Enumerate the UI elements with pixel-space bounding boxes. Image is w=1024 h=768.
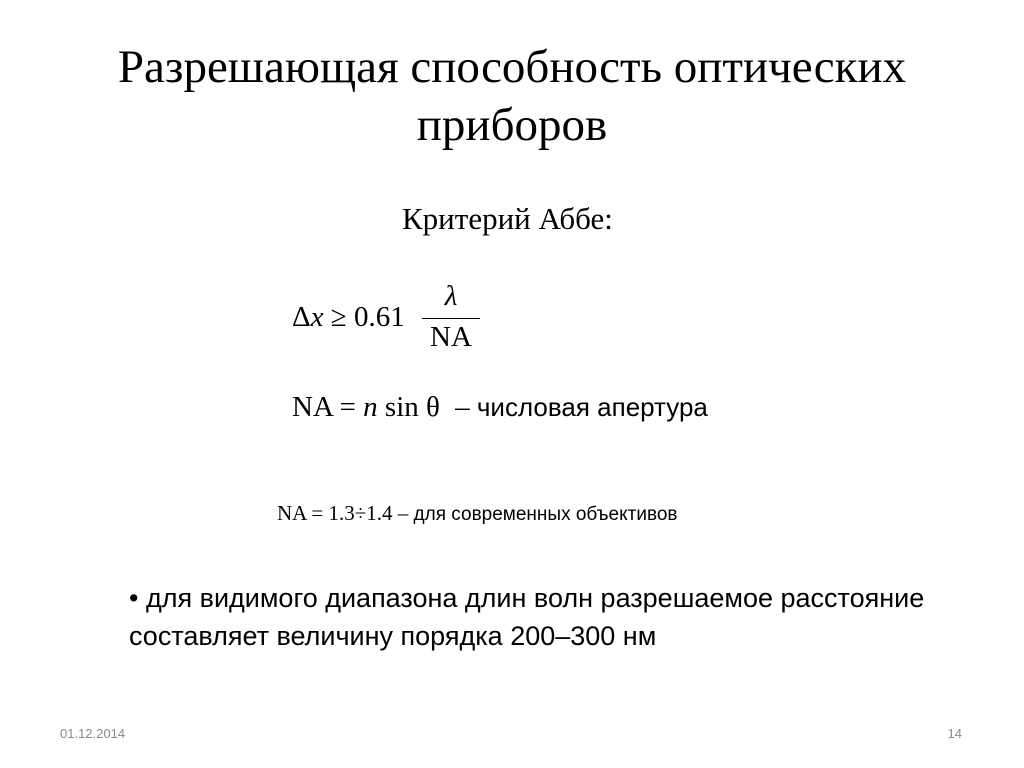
- refractive-index-variable: n: [363, 391, 378, 423]
- fraction-numerator: λ: [444, 280, 458, 312]
- sine-term: sin θ: [384, 391, 440, 423]
- bullet-item: [129, 579, 929, 655]
- aperture-description: числовая апертура: [476, 392, 708, 422]
- coefficient: 0.61: [353, 301, 405, 333]
- x-variable: x: [310, 301, 324, 333]
- aperture-dash: –: [455, 391, 470, 423]
- formula-lhs: [292, 301, 405, 334]
- footer-page-number: 14: [947, 726, 962, 741]
- modern-expression: NA = 1.3÷1.4 –: [277, 501, 409, 525]
- bullet-text: для видимого диапазона длин волн разрешаемое расстояние составляет величину порядка 200–300 нм: [129, 583, 925, 651]
- aperture-lhs: NA: [292, 391, 333, 423]
- aperture-formula: [292, 387, 708, 427]
- relation-symbol: ≥: [330, 301, 347, 333]
- fraction-denominator: NA: [430, 321, 472, 353]
- delta-symbol: Δ: [292, 301, 311, 333]
- bullet-marker: •: [129, 583, 139, 613]
- slide-title: Разрешающая способность оптических приборов: [117, 41, 907, 151]
- footer-date: 01.12.2014: [60, 726, 126, 741]
- modern-description: для современных объективов: [413, 504, 678, 525]
- modern-objectives-formula: [277, 498, 678, 530]
- fraction: [422, 276, 480, 355]
- aperture-equals: =: [339, 391, 356, 423]
- criterion-label: Критерий Аббе:: [402, 201, 613, 236]
